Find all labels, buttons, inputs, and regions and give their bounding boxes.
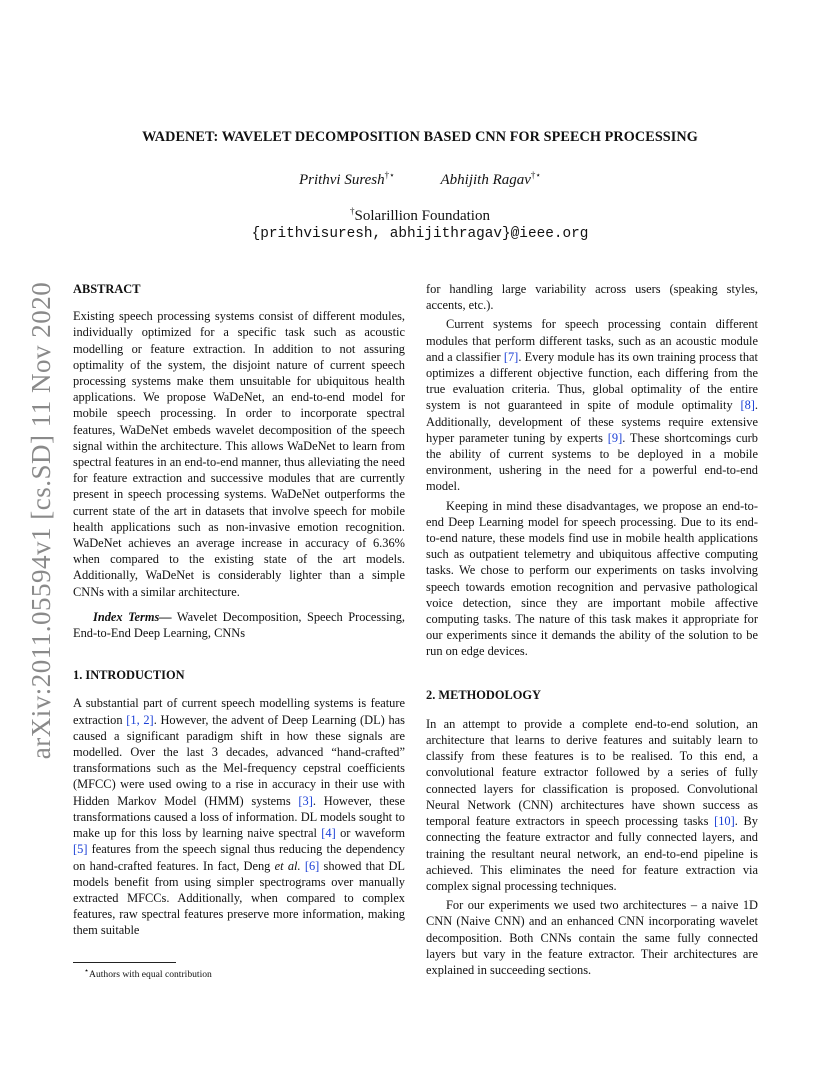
author-emails: {prithvisuresh, abhijithragav}@ieee.org bbox=[251, 226, 589, 242]
index-terms: Index Terms— Wavelet Decomposition, Speech Processing, End-to-End Deep Learning, CNNs bbox=[73, 609, 405, 641]
paper-title: WADENET: WAVELET DECOMPOSITION BASED CNN FOR SPEECH PROCESSING bbox=[142, 129, 698, 145]
methodology-paragraph-1: In an attempt to provide a complete end-to-end solution, an architecture that learns to derive features and suitably learn to classify from these features is to be realised. To this end, a convolutional feature extractor followed by a series of fully connected layers for classification is proposed. Convolutional Neural Network (CNN) architectures have shown success as temporal feature extractors in speech processing tasks [10]. By connecting the feature extractor and fully connected layers, and training the resultant neural network, an end-to-end pipeline is achieved. This eliminates the need for feature extraction via complex signal processing techniques. bbox=[426, 716, 758, 893]
methodology-paragraph-2: For our experiments we used two architectures – a naive 1D CNN (Naive CNN) and an enhanced CNN incorporating wavelet decomposition. Both CNNs contain the same fully connected layers but vary in the feature extractor. Their architectures are explained in succeeding sections. bbox=[426, 898, 758, 977]
citation-link[interactable]: [8] bbox=[740, 398, 755, 413]
right-column bbox=[426, 281, 758, 978]
citation-link[interactable]: [5] bbox=[73, 842, 88, 857]
citation-link[interactable]: [3] bbox=[298, 793, 313, 808]
introduction-paragraph-1: A substantial part of current speech modelling systems is feature extraction [1, 2]. However, the advent of Deep Learning (DL) has caused a significant paradigm shift in how these signals are modelled. Over the last 3 decades, advanced “hand-crafted” transformations such as the Mel-frequency cepstral coefficients (MFCC) were used owing to a rise in accuracy in their use with Hidden Markov Model (HMM) systems [3]. However, these transformations caused a loss of information. DL models sought to make up for this loss by learning naive spectral [4] or waveform [5] features from the speech signal thus reducing the dependency on hand-crafted features. In fact, Deng et al. [6] showed that DL models benefit from using simpler spectrograms over manually extracted MFCCs. Additionally, when compared to complex features, raw spectral features preserve more information, making them suitable bbox=[73, 696, 406, 938]
arxiv-stamp bbox=[22, 280, 62, 760]
footnote-divider bbox=[73, 962, 176, 963]
abstract-heading: ABSTRACT bbox=[73, 282, 141, 296]
left-column bbox=[73, 281, 405, 939]
author-1: Prithvi Suresh†⋆ bbox=[298, 170, 395, 188]
citation-link[interactable]: [9] bbox=[607, 430, 623, 445]
footnote: ⋆Authors with equal contribution bbox=[84, 966, 212, 981]
introduction-continuation: for handling large variability across users (speaking styles, accents, etc.). bbox=[426, 282, 758, 313]
citation-link[interactable]: [10] bbox=[714, 814, 735, 829]
abstract-text: Existing speech processing systems consist of different modules, individually optimized for a specific task such as acoustic modelling or feature extraction. In addition to not assuring optimality of the system, the disjoint nature of current speech processing systems make them unsuitable for ubiquitous health applications. We propose WaDeNet, an end-to-end model for mobile speech processing. In order to incorporate spectral features, WaDeNet embeds wavelet decomposition of the speech signal within the architecture. This allows WaDeNet to learn from spectral features in an end-to-end manner, thus alleviating the need for feature extraction and successive modules that are currently present in speech processing systems. WaDeNet outperforms the current state of the art in datasets that involve speech for mobile health applications such as non-invasive emotion recognition. WaDeNet achieves an average increase in accuracy of 6.36% when compared to the existing state of the art models. Additionally, WaDeNet is considerably lighter than a simple CNNs with a similar architecture. bbox=[73, 309, 405, 599]
citation-link[interactable]: [4] bbox=[321, 826, 336, 841]
methodology-heading: 2. METHODOLOGY bbox=[426, 687, 541, 702]
citation-link[interactable]: [1, 2] bbox=[126, 712, 154, 727]
introduction-heading: 1. INTRODUCTION bbox=[73, 668, 185, 683]
introduction-paragraph-3: Keeping in mind these disadvantages, we propose an end-to-end Deep Learning model for speech processing. Due to its end-to-end nature, these models find use in mobile health applications such as outpatient telemetry and ubiquitous affective computing tasks. We chose to perform our experiments on tasks involving speech towards emotion recognition and pervasive pathological voice detection, since they are important mobile affective computing tasks. The nature of this task makes it appropriate for our experiments since it demands the ability of the solution to be run on edge devices. bbox=[426, 498, 758, 659]
citation-link[interactable]: [7] bbox=[503, 349, 519, 364]
author-2: Abhijith Ragav†⋆ bbox=[440, 170, 542, 188]
affiliation: †Solarillion Foundation bbox=[350, 206, 490, 224]
citation-link[interactable]: [6] bbox=[304, 858, 320, 873]
arxiv-id: arXiv:2011.05594v1 [cs.SD] 11 Nov 2020 bbox=[26, 281, 57, 759]
author-line bbox=[70, 170, 770, 189]
introduction-paragraph-2: Current systems for speech processing contain different modules that perform different tasks, such as an acoustic module and a classifier [7]. Every module has its own training process that optimizes a different objective function, each differing from the true evaluation criteria. Thus, global optimality of the entire system is not guaranteed in spite of module optimality [8]. Additionally, development of these systems require extensive hyper parameter tuning by experts [9]. These shortcomings curb the ability of current systems to be deployed in a mobile environment, ushering in the need for a powerful end-to-end model. bbox=[426, 317, 758, 494]
